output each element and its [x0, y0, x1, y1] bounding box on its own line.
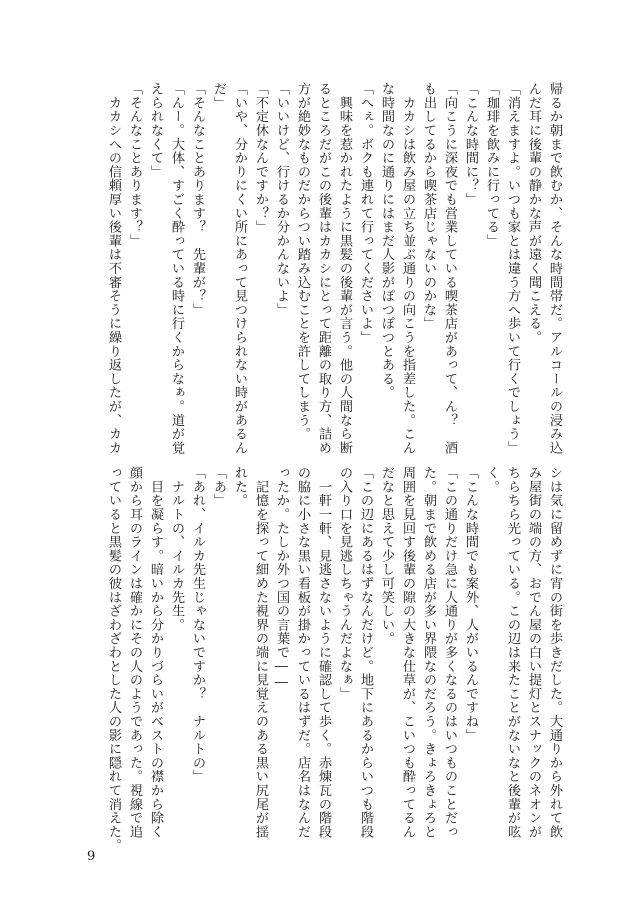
text-line: 「消えますよ。いつも家とは違う方へ歩いて行くでしょう」 — [505, 82, 520, 455]
text-line: 興味を惹かれたように黒髪の後輩が言う。他の人間なら断 — [337, 82, 352, 455]
text-line: 「珈琲を飲みに行ってる」 — [484, 82, 499, 248]
text-line: も出してるから喫茶店じゃないのかな」 — [421, 82, 436, 331]
text-line: 「そんなことあります？ 先輩が？」 — [190, 82, 205, 317]
text-line: の入り口を見逃しちゃうんだよなぁ」 — [337, 466, 352, 701]
text-block-top — [55, 82, 565, 455]
text-line: の脇に小さな黒い看板が掛かっているはずだ。店名はなんだ — [295, 466, 310, 839]
text-line: 「あれ、イルカ先生じゃないですか？ ナルトの」 — [190, 466, 205, 784]
text-line: 「この辺にあるはずなんだけど。地下にあるからいつも階段 — [358, 466, 373, 839]
text-line: れた。 — [232, 466, 247, 508]
text-line: 「いや、分かりにくい所にあって見つけられない時があるん — [232, 82, 247, 455]
text-line: っていると黒髪の彼はざわざわとした人の影に隠れて消えた。 — [106, 466, 121, 853]
text-line: 「こんな時間でも案外、人がいるんですね」 — [463, 466, 478, 742]
text-line: シは気に留めずに宵の街を歩きだした。大通りから外れて飲 — [547, 466, 562, 839]
text-line: るところだがこの後輩はカカシにとって距離の取り方、詰め — [316, 82, 331, 455]
text-line: ちらちら光っている。この辺は来たことがないなと後輩が呟 — [505, 466, 520, 839]
text-line: 一軒一軒、見逃さないように確認して歩く。赤煉瓦の階段 — [316, 466, 331, 839]
text-block-bottom — [55, 466, 565, 853]
text-line: カカシは飲み屋の立ち並ぶ通りの向こうを指差した。こん — [400, 82, 415, 455]
text-line: 「この通りだけ急に人通りが多くなるのはいつものことだっ — [442, 466, 457, 839]
text-line: えられなくて」 — [148, 82, 163, 179]
text-line: 「んー。大体、すごく酔っている時に行くからなぁ。道が覚 — [169, 82, 184, 455]
text-line: く。 — [484, 466, 499, 494]
text-line: な時間なのに通りにはまだ人影がぽつぽつとある。 — [379, 82, 394, 400]
text-line: 「あ」 — [211, 466, 226, 508]
text-line: 「こんな時間に？」 — [463, 82, 478, 207]
text-line: んだ耳に後輩の静かな声が遠く聞こえる。 — [526, 82, 541, 345]
text-line: 「いいけど、行けるか分かんないよ」 — [274, 82, 289, 317]
page-number: 9 — [87, 849, 96, 864]
text-line: 記憶を探って細めた視界の端に見覚えのある黒い尻尾が揺 — [253, 466, 268, 839]
text-line: カカシへの信頼厚い後輩は不審そうに繰り返したが、カカ — [106, 82, 121, 455]
text-line: ったか。たしか外つ国の言葉で―― — [274, 466, 289, 691]
text-line: 「そんなことあります？」 — [127, 82, 142, 248]
text-line: た。朝まで飲める店が多い界隈なのだろう。きょろきょろと — [421, 466, 436, 839]
text-line: 方が絶妙なものだからつい踏み込むことを許してしまう。 — [295, 82, 310, 441]
text-line: 帰るか朝まで飲むか、そんな時間帯だ。アルコールの浸み込 — [547, 82, 562, 455]
text-line: 周囲を見回す後輩の隙の大きな仕草が、こいつも酔ってるん — [400, 466, 415, 839]
text-line: 目を凝らす。暗いから分かりづらいがベストの襟から除く — [148, 466, 163, 839]
text-line: み屋街の端の方、おでん屋の白い提灯とスナックのネオンが — [526, 466, 541, 839]
text-line: だなと思えて少し可笑しい。 — [379, 466, 394, 646]
text-line: 顔から耳のラインは確かにその人のようであった。視線で追 — [127, 466, 142, 839]
text-line: だ」 — [211, 82, 226, 110]
text-line: 「へぇ。ボクも連れて行ってくださいよ」 — [358, 82, 373, 345]
text-line: ナルトの、イルカ先生。 — [169, 466, 184, 632]
text-line: 「不定休なんですか？」 — [253, 82, 268, 234]
text-line: 「向こうに深夜でも営業している喫茶店があって、ん？ 酒 — [442, 82, 457, 455]
